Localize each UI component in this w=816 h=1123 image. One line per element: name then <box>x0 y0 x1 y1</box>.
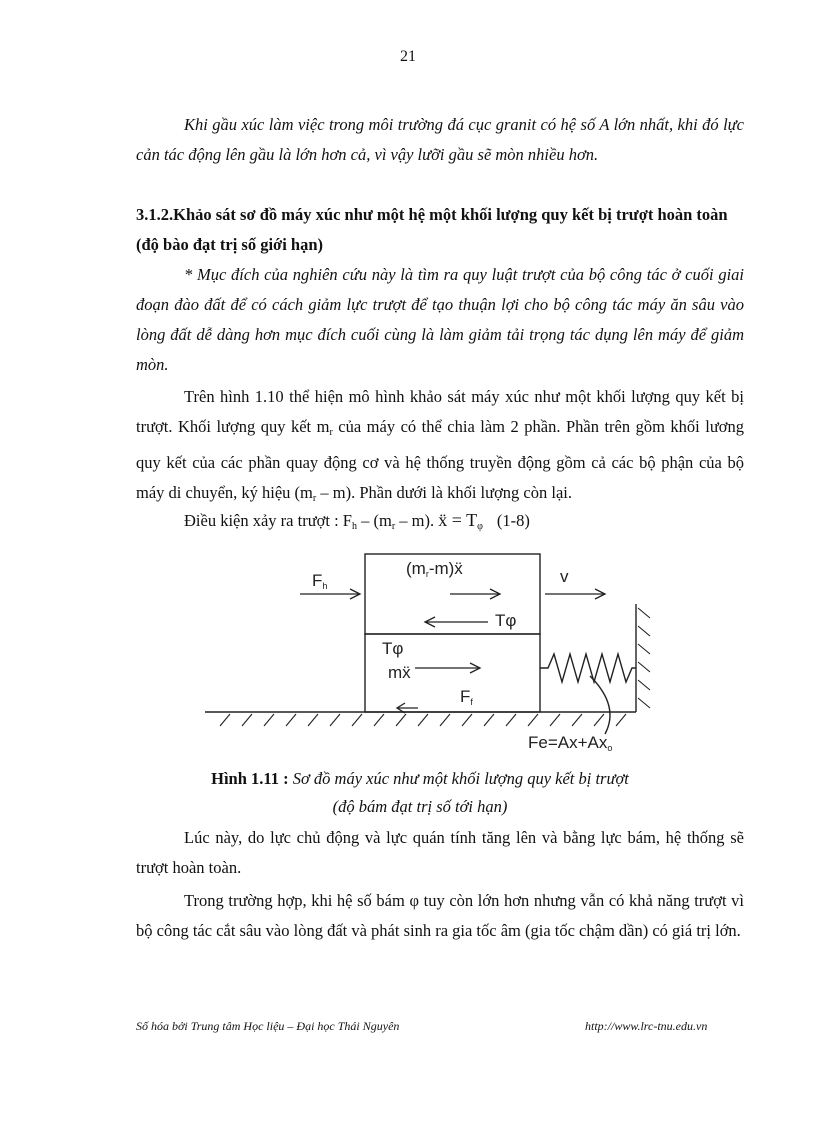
excavator-sliding-diagram <box>200 546 660 756</box>
footer-url: http://www.lrc-tnu.edu.vn <box>585 1019 708 1033</box>
fh-label: Fh <box>312 571 328 591</box>
spring-zigzag <box>540 654 636 682</box>
equation-number: (1-8) <box>496 511 530 530</box>
figure-caption <box>140 765 700 821</box>
v-label: v <box>560 567 569 586</box>
spring-leader-line <box>590 676 610 734</box>
condition-label: Điều kiện xảy ra trượt : F <box>184 511 352 530</box>
subscript-phi: φ <box>477 521 483 532</box>
ground-hatching <box>220 714 626 726</box>
sliding-paragraph: Lúc này, do lực chủ động và lực quán tính tăng lên và bằng lực bám, hệ thống sẽ trượt hoàn toàn. <box>136 828 744 877</box>
section-heading: 3.1.2.Khảo sát sơ đồ máy xúc như một hệ một khối lượng quy kết bị trượt hoàn toàn (độ bào đạt trị số giới hạn) <box>136 205 728 254</box>
ff-label: Ff <box>460 687 473 707</box>
subscript-r: r <box>391 521 396 532</box>
subscript-r-1: r <box>329 427 333 438</box>
model-paragraph <box>136 382 744 514</box>
intro-paragraph: Khi gầu xúc làm việc trong môi trường đá cục granit có hệ số A lớn nhất, khi đó lực cản tác động lên gầu là lớn hơn cả, vì vậy lưỡi gầu sẽ mòn nhiều hơn. <box>136 115 744 164</box>
model-text-2: của máy có thể chia làm 2 phần. Phần trên gồm khối lương quy kết của các phần quay động cơ và hệ thống truyền động gồm cả các bộ phận của bộ máy di chuyển, ký hiệu (m <box>136 417 745 502</box>
condition-mid: – (m <box>356 511 392 530</box>
upper-inertia-label: (mr-m)ẍ <box>406 559 463 579</box>
condition-end: – m). <box>395 511 439 530</box>
t-phi-upper-label: Tφ <box>495 611 517 630</box>
model-text-3: – m). Phần dưới là khối lượng còn lại. <box>316 483 573 502</box>
fe-label: Fe=Ax+Axo <box>528 733 613 753</box>
page-number: 21 <box>400 48 416 65</box>
model-text-1: Trên hình 1.10 thể hiện mô hình khảo sát máy xúc như một khối lượng quy kết bị trượt. Khối lượng quy kết m <box>136 387 744 436</box>
figure-title: Sơ đồ máy xúc như một khối lượng quy kết bị trượt <box>288 769 629 788</box>
case-paragraph: Trong trường hợp, khi hệ số bám φ tuy còn lớn hơn nhưng vẫn có khả năng trượt vì bộ công tác cắt sâu vào lòng đất và phát sinh ra gia tốc âm (gia tốc chậm dần) có giá trị lớn. <box>136 891 744 940</box>
m-xdd-label: mẍ <box>388 663 411 682</box>
figure-subtitle: (độ bám đạt trị số tới hạn) <box>332 797 508 816</box>
subscript-r-2: r <box>312 493 317 504</box>
t-phi-lower-label: Tφ <box>382 639 404 658</box>
purpose-paragraph: * Mục đích của nghiên cứu này là tìm ra quy luật trượt của bộ công tác ở cuối giai đoạn đào đất để có cách giảm lực trượt để tạo thuận lợi cho bộ công tác máy ăn sâu vào lòng đất dễ dàng hơn mục đích cuối cùng là làm giảm tải trọng tác dụng lên máy để giảm mòn. <box>136 265 744 374</box>
wall-hatching <box>638 608 650 708</box>
figure-label: Hình 1.11 : <box>211 769 289 788</box>
condition-line <box>184 505 744 542</box>
footer-source: Số hóa bởi Trung tâm Học liệu – Đại học Thái Nguyên <box>136 1019 400 1033</box>
condition-equation: ẍ = T <box>438 510 478 530</box>
subscript-h: h <box>351 521 357 532</box>
